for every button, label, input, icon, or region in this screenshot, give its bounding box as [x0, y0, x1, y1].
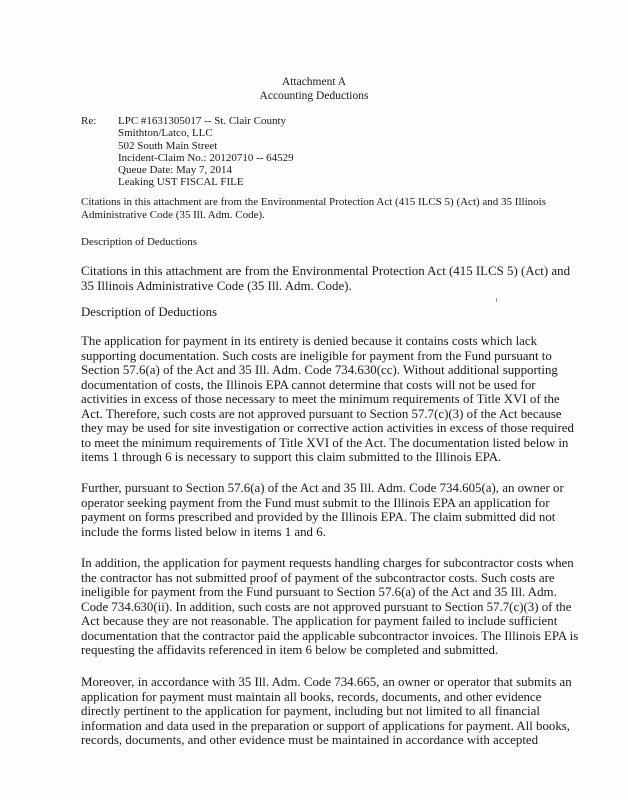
text-line: In addition, the application for payment requests handling charges for subcontractor costs when	[81, 556, 574, 570]
text-line: Moreover, in accordance with 35 Ill. Adm. Code 734.665, an owner or operator that submits an	[81, 675, 572, 689]
reference-line: Leaking UST FISCAL FILE	[118, 176, 244, 189]
paragraph-denial	[81, 334, 574, 465]
text-line: to meet the minimum requirements of Title XVI of the Act. The documentation listed below in	[81, 435, 569, 450]
reference-line: Queue Date: May 7, 2014	[118, 164, 232, 177]
scan-mark	[496, 298, 497, 302]
text-line: Section 57.6(a) of the Act and 35 Ill. Adm. Code 734.630(cc). Without additional supporting	[81, 363, 558, 378]
text-line: directly pertinent to the application for payment, including but not limited to all financial	[81, 704, 540, 719]
text-line: operator seeking payment from the Fund must submit to the Illinois EPA an application for	[81, 495, 550, 510]
paragraph-forms	[81, 481, 564, 539]
text-line: Act because they are not reasonable. The application for payment failed to include sufficient	[81, 614, 558, 629]
text-line: supporting documentation. Such costs are ineligible for payment from the Fund pursuant to	[81, 348, 552, 363]
text-line: documentation that the contractor paid the applicable subcontractor invoices. The Illinois EPA is	[81, 628, 579, 643]
reference-line: Smithton/Latco, LLC	[118, 127, 213, 140]
attachment-header	[0, 75, 628, 103]
text-line: information and data used in the preparation or support of applications for payment. All books,	[81, 718, 571, 733]
reference-line: 502 South Main Street	[118, 139, 218, 152]
text-line: Citations in this attachment are from the Environmental Protection Act (415 ILCS 5) (Act) and 35 Illinois	[81, 196, 546, 208]
text-line: include the forms listed below in items 1 and 6.	[81, 524, 326, 539]
small-description-heading: Description of Deductions	[81, 236, 198, 248]
text-line: Code 734.630(ii). In addition, such costs are not approved pursuant to Section 57.7(c)(3) of the	[81, 599, 572, 614]
text-line: Citations in this attachment are from the Environmental Protection Act (415 ILCS 5) (Act) and	[81, 264, 571, 278]
text-line: the contractor has not submitted proof of payment of the subcontractor costs. Such costs are	[81, 570, 555, 585]
paragraph-records	[81, 675, 572, 748]
text-line: 35 Illinois Administrative Code (35 Ill. Adm. Code).	[81, 278, 352, 293]
reference-line: Incident-Claim No.: 20120710 -- 64529	[118, 151, 294, 164]
citations-paragraph	[81, 264, 571, 293]
re-label: Re:	[81, 115, 97, 127]
text-line: activities in excess of those necessary to meet the minimum requirements of Title XVI of the	[81, 392, 560, 407]
paragraph-handling-charges	[81, 556, 579, 658]
description-heading: Description of Deductions	[81, 305, 218, 319]
reference-lines	[118, 115, 294, 189]
text-line: Act. Therefore, such costs are not approved pursuant to Section 57.7(c)(3) of the Act because	[81, 406, 562, 421]
small-citations-paragraph	[81, 196, 551, 221]
text-line: Further, pursuant to Section 57.6(a) of the Act and 35 Ill. Adm. Code 734.605(a), an owner or	[81, 481, 564, 495]
text-line: ineligible for payment from the Fund pursuant to Section 57.6(a) of the Act and 35 Ill. Adm.	[81, 585, 557, 600]
reference-line: LPC #1631305017 -- St. Clair County	[118, 115, 287, 127]
text-line: documentation of costs, the Illinois EPA cannot determine that costs will not be used for	[81, 377, 536, 392]
text-line: application for payment must maintain all books, records, documents, and other evidence	[81, 689, 542, 704]
text-line: The application for payment in its entirety is denied because it contains costs which lack	[81, 334, 538, 348]
text-line: records, documents, and other evidence must be maintained in accordance with accepted	[81, 733, 539, 748]
text-line: requesting the affidavits referenced in item 6 below be completed and submitted.	[81, 643, 499, 658]
attachment-title: Attachment A	[281, 76, 347, 88]
text-line: payment on forms prescribed and provided by the Illinois EPA. The claim submitted did not	[81, 510, 556, 525]
text-line: they may be used for site investigation or corrective action activities in excess of those required	[81, 421, 574, 436]
attachment-subtitle: Accounting Deductions	[259, 90, 369, 102]
text-line: items 1 through 6 is necessary to support this claim submitted to the Illinois EPA.	[81, 450, 502, 465]
text-line: Administrative Code (35 Ill. Adm. Code).	[81, 208, 265, 221]
